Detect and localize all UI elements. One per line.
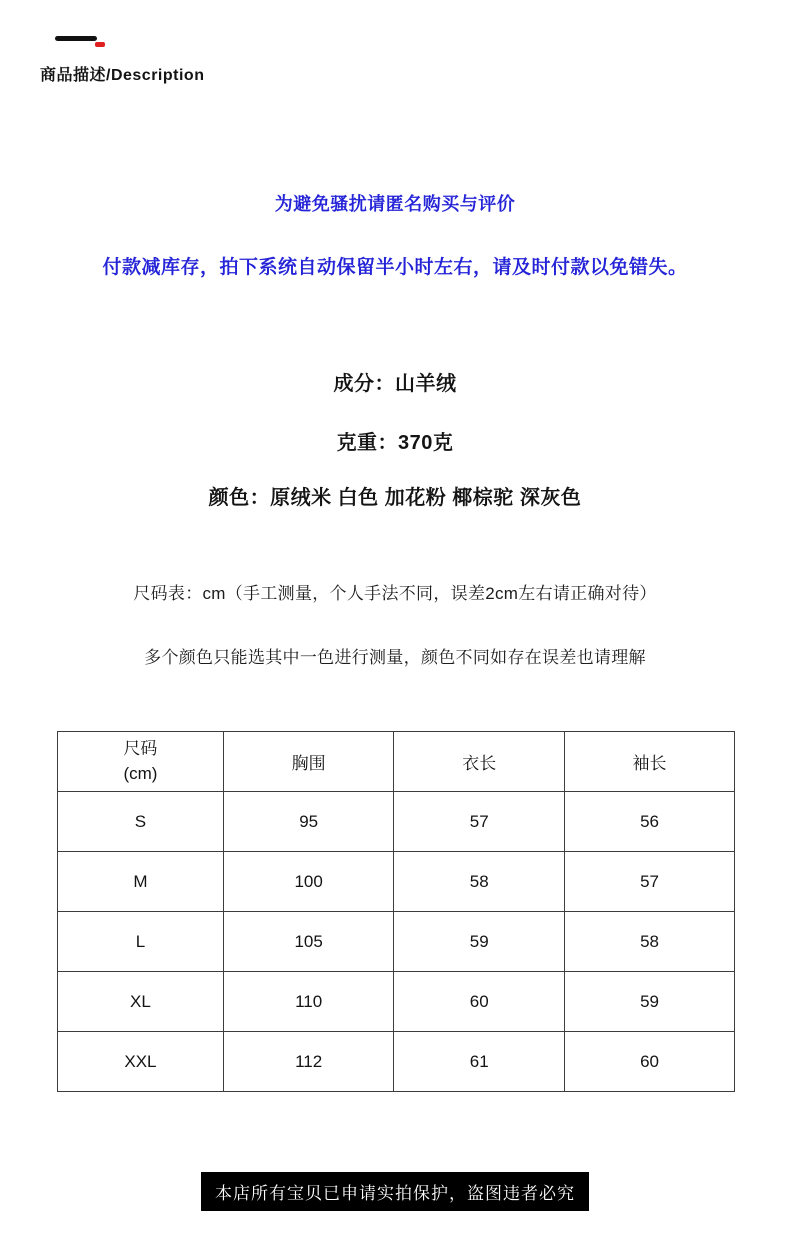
size-note-color-variance: 多个颜色只能选其中一色进行测量，颜色不同如存在误差也请理解: [144, 648, 646, 667]
table-row: [58, 972, 735, 1032]
table-cell-bust: 112: [223, 1032, 394, 1092]
table-cell-bust: 95: [223, 792, 394, 852]
size-table-header-length: 衣长: [394, 732, 565, 792]
table-cell-size: L: [58, 912, 224, 972]
table-cell-length: 57: [394, 792, 565, 852]
size-table-header-row: [58, 732, 735, 792]
size-table-header-sleeve: 袖长: [565, 732, 735, 792]
table-cell-bust: 100: [223, 852, 394, 912]
marker-dash-icon: [55, 36, 97, 41]
table-cell-size: XL: [58, 972, 224, 1032]
table-cell-length: 60: [394, 972, 565, 1032]
page-title: 商品描述/Description: [40, 67, 205, 84]
table-cell-sleeve: 57: [565, 852, 735, 912]
table-cell-sleeve: 56: [565, 792, 735, 852]
section-marker: [55, 34, 111, 48]
size-table: [57, 731, 735, 1092]
table-cell-sleeve: 58: [565, 912, 735, 972]
size-note-measurement: 尺码表：cm（手工测量，个人手法不同，误差2cm左右请正确对待）: [133, 584, 657, 603]
notice-anonymous: 为避免骚扰请匿名购买与评价: [274, 194, 516, 214]
table-cell-length: 61: [394, 1032, 565, 1092]
size-table-header-bust: 胸围: [223, 732, 394, 792]
size-header-line2: (cm): [123, 763, 158, 783]
spec-colors: 颜色：原绒米 白色 加花粉 椰棕驼 深灰色: [208, 487, 582, 509]
table-cell-length: 59: [394, 912, 565, 972]
table-cell-length: 58: [394, 852, 565, 912]
table-row: [58, 792, 735, 852]
table-cell-bust: 110: [223, 972, 394, 1032]
table-row: [58, 1032, 735, 1092]
notice-payment: 付款减库存，拍下系统自动保留半小时左右，请及时付款以免错失。: [102, 257, 688, 278]
table-cell-size: XXL: [58, 1032, 224, 1092]
table-cell-size: S: [58, 792, 224, 852]
marker-accent-icon: [95, 42, 105, 47]
footer: [0, 1172, 790, 1211]
table-cell-sleeve: 60: [565, 1032, 735, 1092]
spec-weight: 克重：370克: [336, 432, 454, 454]
size-header-line1: 尺码: [123, 738, 158, 758]
table-row: [58, 912, 735, 972]
table-cell-bust: 105: [223, 912, 394, 972]
table-cell-size: M: [58, 852, 224, 912]
size-table-header-size: [58, 732, 224, 792]
spec-composition: 成分：山羊绒: [333, 373, 457, 395]
table-cell-sleeve: 59: [565, 972, 735, 1032]
footer-protection-notice: 本店所有宝贝已申请实拍保护，盗图违者必究: [201, 1172, 589, 1211]
table-row: [58, 852, 735, 912]
